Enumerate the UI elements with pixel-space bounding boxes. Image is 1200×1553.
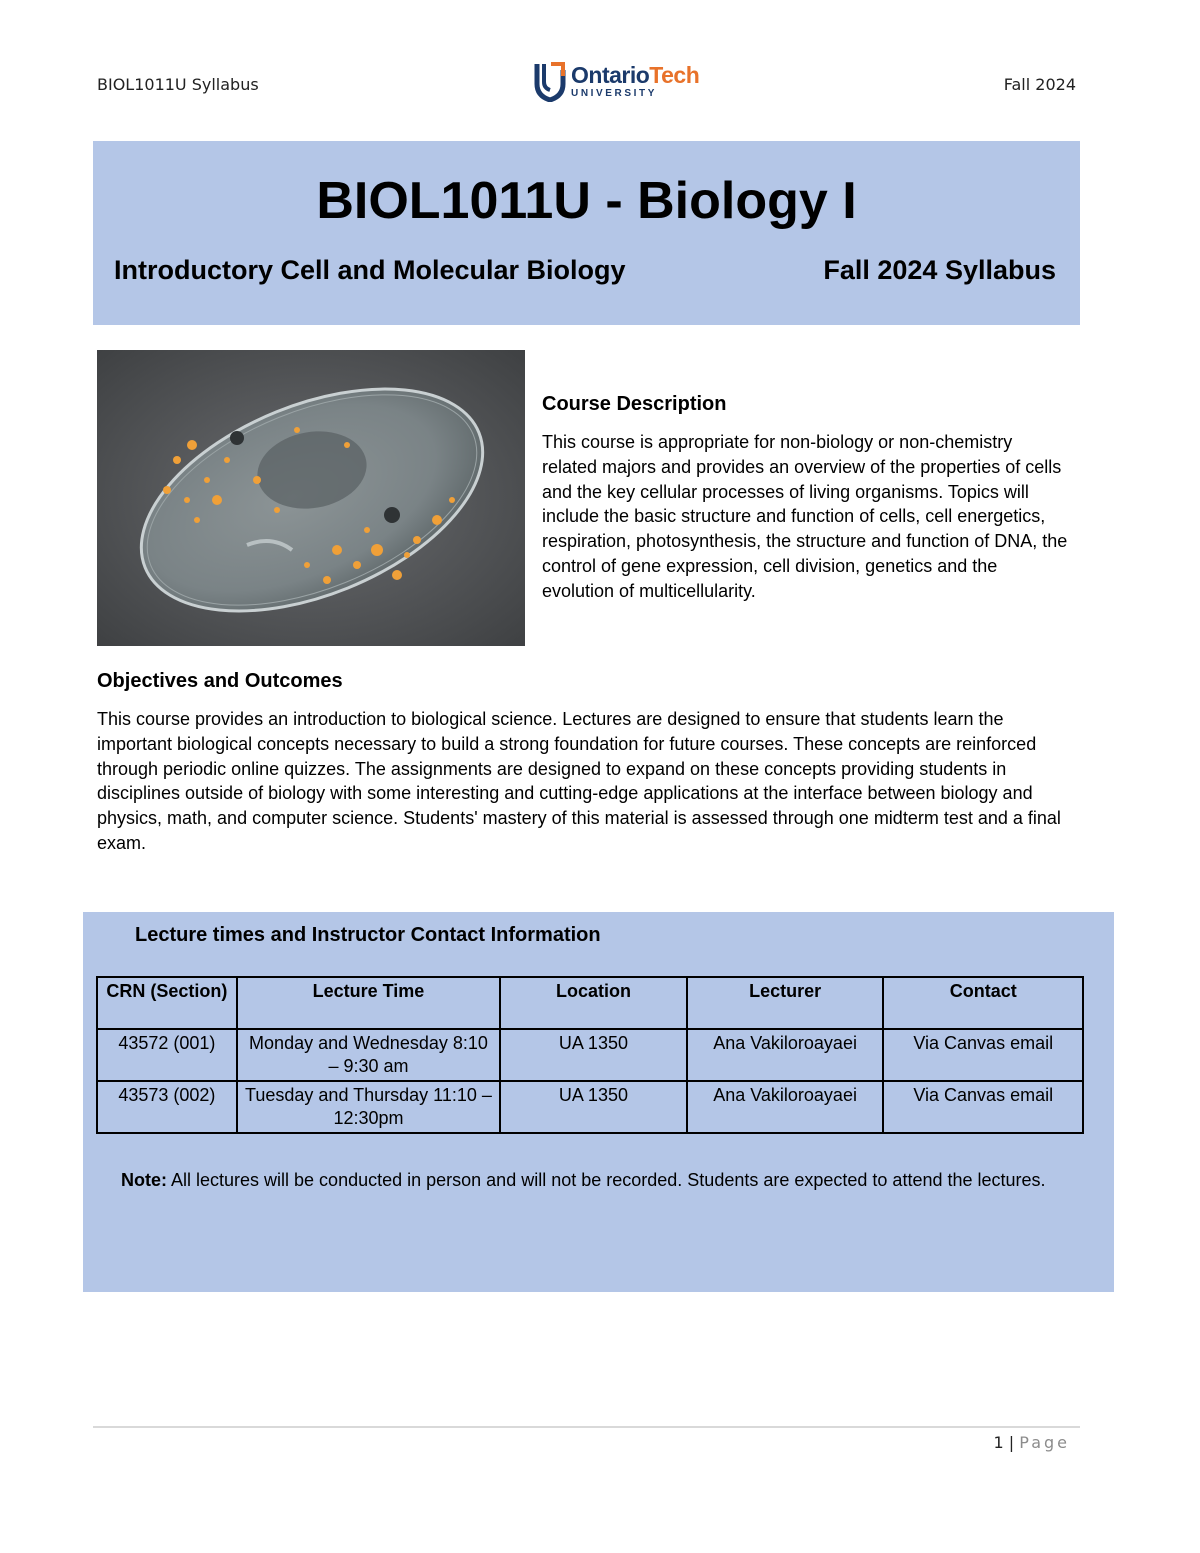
course-description-heading: Course Description xyxy=(542,393,727,415)
table-row xyxy=(97,1029,1083,1081)
objectives-text: This course provides an introduction to biological science. Lectures are designed to ensure that students learn the important biological concepts necessary to build a strong foundation for future courses. These concepts are reinforced through periodic online quizzes. The assignments are designed to expand on these concepts providing students in disciplines outside of biology with some interesting and cutting-edge applications at the interface between biology and physics, math, and computer science. Students' mastery of this material is assessed through one midterm test and a final exam. xyxy=(97,709,1061,853)
table-cell: Via Canvas email xyxy=(883,1029,1083,1081)
table-row xyxy=(97,1081,1083,1133)
table-cell: UA 1350 xyxy=(500,1029,687,1081)
column-header: Lecture Time xyxy=(237,977,500,1029)
note-text: All lectures will be conducted in person and will not be recorded. Students are expected to attend the lectures. xyxy=(167,1170,1046,1190)
table-header-row xyxy=(97,977,1083,1029)
logo-wordmark: OntarioTech xyxy=(571,62,700,88)
table-cell: Tuesday and Thursday 11:10 – 12:30pm xyxy=(237,1081,500,1133)
header-term: Fall 2024 xyxy=(1003,75,1076,94)
page-label: Page xyxy=(1019,1433,1070,1452)
course-subtitle: Introductory Cell and Molecular Biology xyxy=(114,255,626,285)
table-cell: 43572 (001) xyxy=(97,1029,237,1081)
footer-divider xyxy=(93,1426,1080,1428)
table-cell: Ana Vakiloroayaei xyxy=(687,1029,884,1081)
ontariotech-shield-icon xyxy=(533,60,567,102)
column-header: Lecturer xyxy=(687,977,884,1029)
page-number: 1 xyxy=(993,1433,1004,1452)
lecture-note xyxy=(121,1167,1071,1194)
paramecium-photo xyxy=(97,350,525,646)
table-cell: Monday and Wednesday 8:10 – 9:30 am xyxy=(237,1029,500,1081)
column-header: CRN (Section) xyxy=(97,977,237,1029)
title-banner xyxy=(93,141,1080,325)
table-cell: Via Canvas email xyxy=(883,1081,1083,1133)
column-header: Contact xyxy=(883,977,1083,1029)
objectives-heading: Objectives and Outcomes xyxy=(97,670,343,692)
course-description-text: This course is appropriate for non-biology or non-chemistry related majors and provides an overview of the properties of cells and the key cellular processes of living organisms. Topics will include the basic structure and function of cells, cell energetics, respiration, photosynthesis, the structure and function of DNA, the control of gene expression, cell division, genetics and the evolution of multicellularity. xyxy=(542,432,1068,601)
header-course-code: BIOL1011U Syllabus xyxy=(97,75,259,94)
column-header: Location xyxy=(500,977,687,1029)
note-label: Note: xyxy=(121,1170,167,1190)
lecture-table xyxy=(96,976,1084,1134)
table-cell: Ana Vakiloroayaei xyxy=(687,1081,884,1133)
paramecium-micrograph xyxy=(97,350,525,646)
university-logo xyxy=(533,60,713,104)
page-title: BIOL1011U - Biology I xyxy=(316,172,857,230)
table-cell: UA 1350 xyxy=(500,1081,687,1133)
logo-subtext: UNIVERSITY xyxy=(571,88,658,99)
lecture-info-section xyxy=(83,912,1114,1292)
lecture-info-heading: Lecture times and Instructor Contact Information xyxy=(135,924,601,946)
page-footer xyxy=(994,1433,1070,1452)
footer-separator: | xyxy=(1003,1433,1020,1452)
table-cell: 43573 (002) xyxy=(97,1081,237,1133)
syllabus-term: Fall 2024 Syllabus xyxy=(823,255,1056,285)
